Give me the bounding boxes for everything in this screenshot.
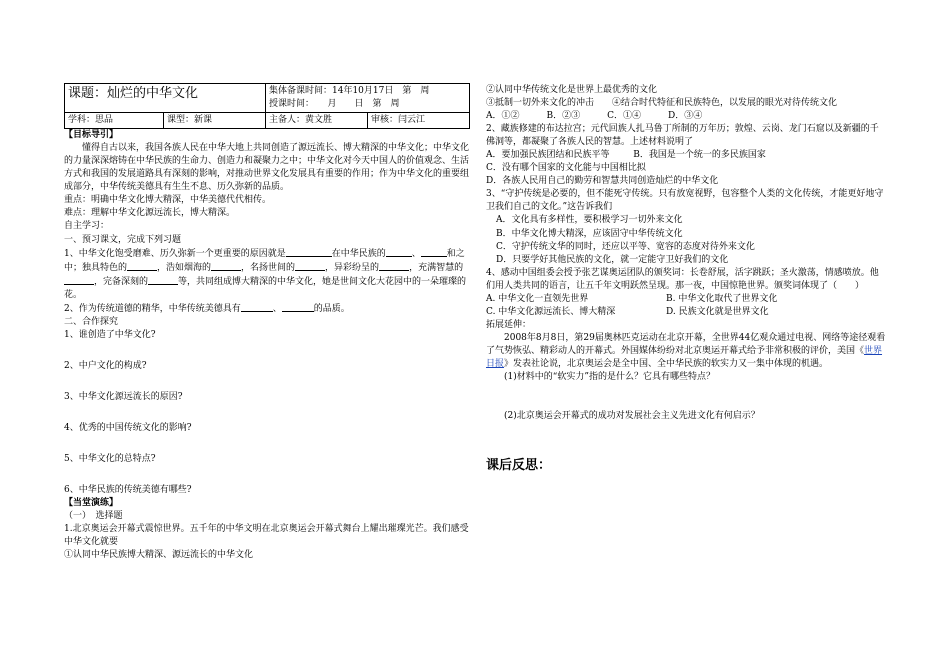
mc1-option-1: ①认同中华民族博大精深、源远流长的中华文化 bbox=[64, 550, 254, 561]
goal-heading: 【目标导引】 bbox=[64, 130, 119, 141]
fill-blank[interactable] bbox=[241, 302, 273, 312]
right-column bbox=[486, 84, 886, 489]
mc3-option-c: C．守护传统文华的同时，还应以平等、宽容的态度对待外来文化 bbox=[496, 241, 755, 252]
fill-blank[interactable] bbox=[148, 275, 178, 285]
extension-text: 2008年8月8日，第29届奥林匹克运动在北京开幕，全世界44亿观众通过电视、网络等途径观看了气势恢弘、精彩动人的开幕式。外国媒体纷纷对北京奥运开幕式给予非常积极的评价，美国《世界日报》发表社论说，北京奥运会是全中国、全中华民族的软实力又一集中体现的机遇。 bbox=[486, 332, 886, 369]
extension-question-1: (1)材料中的“软实力”指的是什么？它具有哪些特点？ bbox=[504, 372, 715, 383]
extension-heading: 拓展延伸： bbox=[486, 319, 532, 330]
mc1-answers: A．①② B．②③ C．①④ D．③④ bbox=[486, 111, 703, 122]
difficulty: 难点：理解中华文化源远流长，博大精深。 bbox=[64, 208, 236, 219]
preview-question-2: 2、作为传统道德的精华，中华传统美德具有 、 的品质。 bbox=[64, 303, 350, 314]
preview-heading: 一、预习课文，完成下列习题 bbox=[64, 234, 182, 245]
author-cell: 主备人：黄文胜 bbox=[266, 113, 368, 129]
time-cell bbox=[266, 84, 470, 113]
mc4-option-b: B. 中华文化取代了世界文化 bbox=[666, 293, 778, 304]
coop-question-6: 6、中华民族的传统美德有哪些? bbox=[64, 485, 192, 496]
fill-blank[interactable] bbox=[286, 247, 332, 257]
fill-blank[interactable] bbox=[295, 261, 325, 271]
coop-question-4: 4、优秀的中国传统文化的影响? bbox=[64, 422, 192, 433]
mc3-option-b: B．中华文化博大精深，应该固守中华传统文化 bbox=[496, 228, 683, 239]
preview-question-1: 1、中华文化饱受磨难、历久弥新一个更重要的原因就是 在中华民族的 、 和之中；独具特色的 ，浩如烟海的 ，名扬世间的 ，异彩纷呈的 ，充满智慧的，完备深刻的 等，共同组成博大精深的中华文化，她是世间文化大花园中的一朵璀璨的花。 bbox=[64, 248, 467, 300]
mc4-stem: 4、感动中国组委会授予张艺谋奥运团队的颁奖词：长卷舒展，活字跳跃；圣火激荡，情感喷放。他们用人类共同的语言，让五千年文明跃然呈现。那一夜，中国惊艳世界。颁奖词体现了（ ） bbox=[486, 267, 879, 291]
lesson-header-table bbox=[64, 83, 470, 129]
prep-time: 集体备课时间：14年10月17日 第 周 bbox=[269, 86, 430, 96]
class-time: 授课时间： 月 日 第 周 bbox=[269, 99, 400, 110]
mc2-options-ab bbox=[486, 149, 886, 162]
fill-blank[interactable] bbox=[386, 247, 412, 257]
coop-heading: 二、合作探究 bbox=[64, 316, 119, 327]
mc4-options-cd bbox=[486, 306, 886, 319]
coop-question-5: 5、中华文化的总特点? bbox=[64, 454, 156, 465]
subject-cell: 学科：思品 bbox=[65, 113, 164, 129]
mc2-stem: 2、藏族修建的布达拉宫；元代回族人扎马鲁丁所制的万年历；敦煌、云岗、龙门石窟以及新疆的千佛洞等，都凝聚了各族人民的智慧。上述材料说明了 bbox=[486, 124, 879, 148]
mc3-stem: 3、“守护传统是必要的，但不能死守传统。只有放宽视野，包容整个人类的文化传统，才能更好地守卫我们自己的文化。”这告诉我们 bbox=[486, 189, 884, 213]
mc3-option-d: D．只要学好其他民族的文化，就一定能守卫好我们的文化 bbox=[496, 254, 729, 265]
fill-blank[interactable] bbox=[127, 261, 157, 271]
mc4-option-a: A. 中华文化一直领先世界 bbox=[486, 293, 589, 304]
key-point: 重点：明确中华文化博大精深，中华美德代代相传。 bbox=[64, 195, 272, 206]
practice-heading: 【当堂演练】 bbox=[64, 498, 119, 509]
fill-blank[interactable] bbox=[379, 261, 409, 271]
mc1-option-3: ③抵制一切外来文化的冲击 ④结合时代特征和民族特色，以发展的眼光对待传统文化 bbox=[486, 98, 838, 109]
extension-question-2: (2)北京奥运会开幕式的成功对发展社会主义先进文化有何启示？ bbox=[504, 411, 760, 422]
fill-blank[interactable] bbox=[211, 261, 241, 271]
fill-blank[interactable] bbox=[282, 302, 314, 312]
lesson-title: 课题：灿烂的中华文化 bbox=[65, 84, 266, 113]
mc2-option-a: A．要加强民族团结和民族平等 bbox=[486, 150, 610, 161]
mc1-option-2: ②认同中华传统文化是世界上最优秀的文化 bbox=[486, 85, 658, 95]
mc4-option-d: D. 民族文化就是世界文化 bbox=[666, 306, 769, 317]
goal-text: 懂得自古以来，我国各族人民在中华大地上共同创造了源远流长、博大精深的中华文化；中华文化的力量深深熔铸在中华民族的生命力、创造力和凝聚力之中；中华文化对今天中国人的价值观念、生活方式和我国的发展道路具有深刻的影响，对推动世界文化发展具有重要的作用；作为中华文化的重要组成部分，中华传统美德具有生生不息、历久弥新的品质。 bbox=[64, 143, 470, 193]
mc2-option-c: C．没有哪个国家的文化能与中国相比拟 bbox=[486, 163, 646, 174]
world-journal-link[interactable]: 世界日报 bbox=[486, 345, 883, 369]
after-class-reflection: 课后反思： bbox=[486, 458, 552, 474]
left-column bbox=[64, 83, 470, 562]
mc2-option-d: D．各族人民用自己的勤劳和智慧共同创造灿烂的中华文化 bbox=[486, 176, 719, 187]
mc3-option-a: A．文化具有多样性，要积极学习一切外来文化 bbox=[496, 215, 683, 226]
coop-question-3: 3、中华文化源远流长的原因? bbox=[64, 391, 183, 402]
fill-blank[interactable] bbox=[421, 247, 447, 257]
lesson-type-cell: 课型：新课 bbox=[164, 113, 266, 129]
self-study-heading: 自主学习： bbox=[64, 221, 110, 232]
choice-heading: （一） 选择题 bbox=[64, 511, 123, 522]
mc2-option-b: B．我国是一个统一的多民族国家 bbox=[633, 150, 766, 161]
mc1-stem: 1.北京奥运会开幕式震惊世界。五千年的中华文明在北京奥运会开幕式舞台上耀出璀璨光芒。我们感受中华文化就要 bbox=[64, 524, 469, 548]
coop-question-2: 2、中户文化的构成? bbox=[64, 360, 147, 371]
mc4-option-c: C. 中华文化源远流长、博大精深 bbox=[486, 306, 616, 317]
reviewer-cell: 审核：闫云江 bbox=[368, 113, 470, 129]
fill-blank[interactable] bbox=[64, 275, 94, 285]
mc4-options-ab bbox=[486, 293, 886, 306]
coop-question-1: 1、谁创造了中华文化? bbox=[64, 329, 156, 340]
